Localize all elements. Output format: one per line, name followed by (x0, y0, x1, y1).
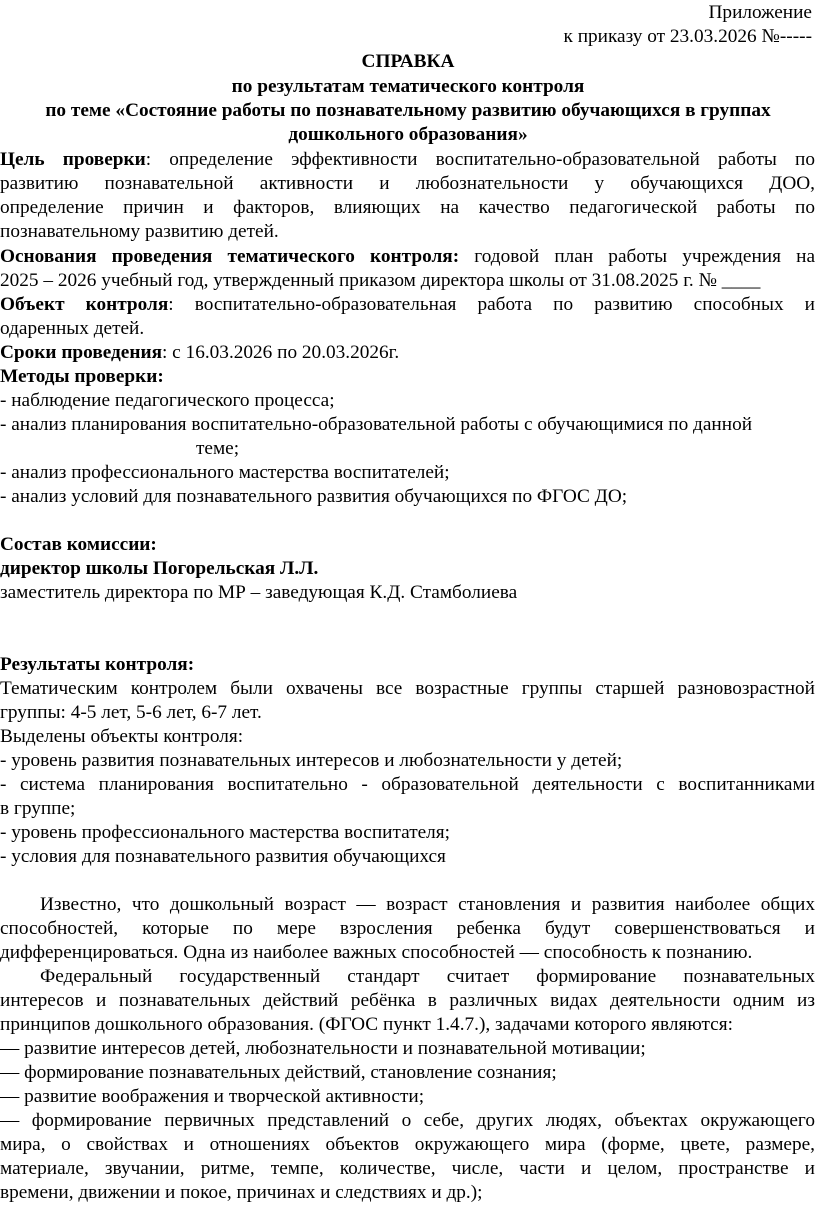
title-sub2: по теме «Состояние работы по познавательному развитию обучающихся в группах (45, 100, 771, 121)
task-4-line-4: времени, движении и покое, причинах и следствиях и др.); (0, 1182, 483, 1203)
title-subline-3 (0, 123, 816, 147)
title-sub1: по результатам тематического контроля (231, 76, 585, 97)
task-2: — формирование познавательных действий, становление сознания; (0, 1062, 557, 1083)
body-p2-line-2: способностей, которые по мере взросления ребенка будут совершенствоваться и (0, 918, 815, 939)
terms-line (0, 341, 816, 365)
terms-label: Сроки проведения (0, 342, 162, 363)
methods-item-1: - наблюдение педагогического процесса; (0, 390, 335, 411)
results-p1-line-2: группы: 4-5 лет, 5-6 лет, 6-7 лет. (0, 702, 262, 723)
goal-text-1: : определение эффективности воспитательно-образовательной работы по (145, 149, 815, 170)
terms-value: : с 16.03.2026 по 20.03.2026г. (162, 342, 400, 363)
appendix-label: Приложение (708, 2, 812, 23)
task-4-line-1: — формирование первичных представлений о себе, других людях, объектах окружающего (0, 1110, 815, 1131)
body-p3-line-2: интересов и познавательных действий ребёнка в различных видах деятельности одним из (0, 990, 815, 1011)
task-4-line-2: мира, о свойствах и отношениях объектов окружающего мира (форме, цвете, размере, (0, 1134, 815, 1155)
object-text-1: : воспитательно-образовательная работа по развитию способных и (168, 294, 815, 315)
basis-text-1: годовой план работы учреждения на (459, 246, 815, 267)
results-object-2-cont: в группе; (0, 798, 76, 819)
document-title (0, 50, 816, 74)
methods-item-3: - анализ профессионального мастерства воспитателей; (0, 462, 450, 483)
results-object-3: - уровень профессионального мастерства воспитателя; (0, 822, 451, 843)
methods-item-4: - анализ условий для познавательного развития обучающихся по ФГОС ДО; (0, 486, 628, 507)
methods-item-2: - анализ планирования воспитательно-образовательной работы с обучающимися по данной (0, 414, 753, 435)
results-heading (0, 653, 816, 677)
title-subline-2 (0, 99, 816, 123)
results-object-4: - условия для познавательного развития обучающихся (0, 846, 446, 867)
results-object-2: - система планирования воспитательно - образовательной деятельности с воспитанниками (0, 774, 815, 795)
goal-line-2: развитию познавательной активности и любознательности у обучающихся ДОО, (0, 173, 815, 194)
title-subline-1 (0, 75, 816, 99)
goal-label: Цель проверки (0, 149, 146, 170)
object-line-2: одаренных детей. (0, 318, 145, 339)
body-p3-line-3: принципов дошкольного образования. (ФГОС пункт 1.4.7.), задачами которого являются: (0, 1014, 733, 1035)
commission-member-2: заместитель директора по МР – заведующая К.Д. Стамболиева (0, 582, 518, 603)
commission-label: Состав комиссии: (0, 534, 157, 555)
order-reference: к приказу от 23.03.2026 №----- (563, 26, 812, 47)
commission-member-1-text: директор школы Погорельская Л.Л. (0, 558, 319, 579)
basis-line-2: 2025 – 2026 учебный год, утвержденный приказом директора школы от 31.08.2025 г. № ____ (0, 270, 761, 291)
results-objects-label: Выделены объекты контроля: (0, 726, 244, 747)
task-4-line-3: материале, звучании, ритме, темпе, количестве, числе, части и целом, пространстве и (0, 1158, 815, 1179)
methods-item-2-cont: теме; (196, 438, 240, 459)
goal-line-4: познавательному развитию детей. (0, 221, 279, 242)
goal-line-1 (0, 148, 816, 172)
commission-heading (0, 533, 816, 557)
task-1: — развитие интересов детей, любознательности и познавательной мотивации; (0, 1038, 646, 1059)
object-line-1 (0, 293, 816, 317)
commission-member-1 (0, 557, 816, 581)
title-main: СПРАВКА (361, 51, 455, 72)
body-p2-line-3: дифференцироваться. Одна из наиболее важных способностей — способность к познанию. (0, 942, 753, 963)
results-p1-line-1: Тематическим контролем были охвачены все возрастные группы старшей разновозрастной (0, 678, 815, 699)
object-label: Объект контроля (0, 294, 169, 315)
results-object-1: - уровень развития познавательных интересов и любознательности у детей; (0, 750, 623, 771)
task-3: — развитие воображения и творческой активности; (0, 1086, 425, 1107)
goal-line-3: определение причин и факторов, влияющих на качество педагогической работы по (0, 197, 815, 218)
basis-line-1 (0, 245, 816, 269)
results-label: Результаты контроля: (0, 654, 195, 675)
body-p3-line-1: Федеральный государственный стандарт считает формирование познавательных (40, 966, 815, 987)
title-sub3: дошкольного образования» (288, 124, 528, 145)
basis-label: Основания проведения тематического контроля: (0, 246, 460, 267)
body-p2-line-1: Известно, что дошкольный возраст — возраст становления и развития наиболее общих (40, 894, 815, 915)
methods-label: Методы проверки: (0, 366, 164, 387)
methods-heading (0, 365, 816, 389)
